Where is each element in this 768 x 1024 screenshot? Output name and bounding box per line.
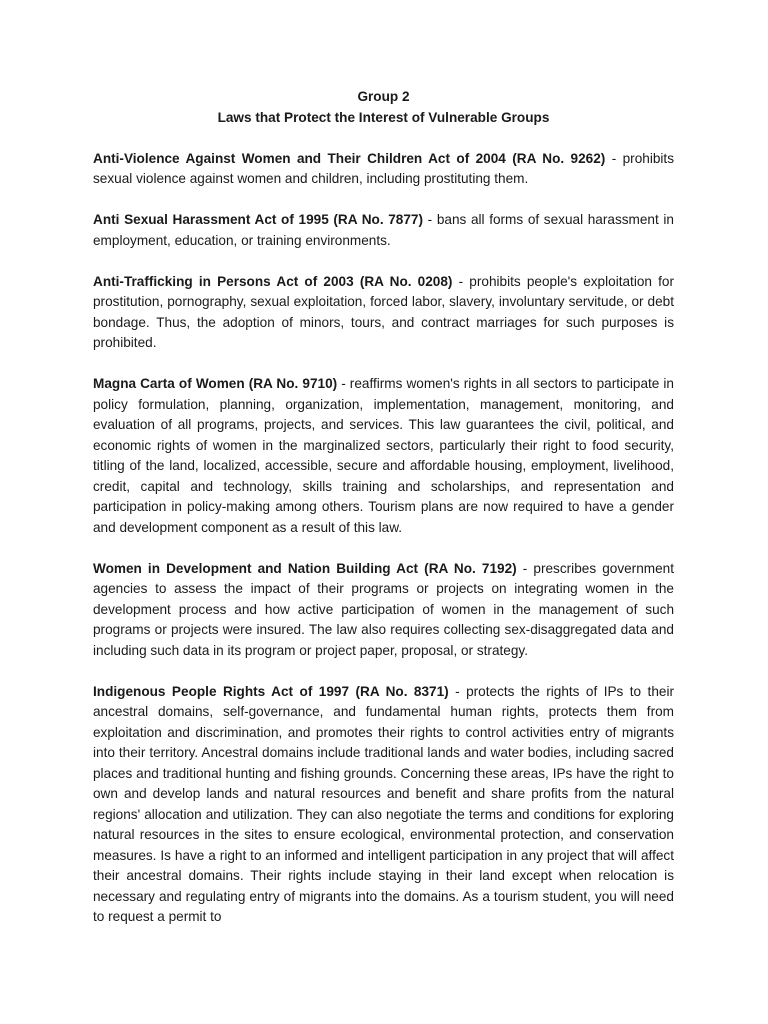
law-section-ra8371 <box>93 682 674 928</box>
law-description: - prohibits people's exploitation for prostitution, pornography, sexual exploitation, forced labor, slavery, involuntary servitude, or debt bondage. Thus, the adoption of minors, tours, and contract marriages for such purposes is prohibited. <box>93 273 674 350</box>
law-section-ra9262 <box>93 149 674 190</box>
law-title: Anti-Violence Against Women and Their Children Act of 2004 (RA No. 9262) <box>93 150 606 166</box>
law-title: Anti Sexual Harassment Act of 1995 (RA No. 7877) <box>93 212 424 227</box>
law-title: Anti-Trafficking in Persons Act of 2003 (RA No. 0208) <box>93 273 453 289</box>
law-title: Women in Development and Nation Building Act (RA No. 7192) <box>93 560 517 576</box>
law-section-ra7192 <box>93 559 674 662</box>
document-title: Laws that Protect the Interest of Vulnerable Groups <box>217 109 550 125</box>
law-section-ra7877 <box>93 210 674 251</box>
law-description: - prescribes government agencies to assess the impact of their programs or projects on integrating women in the development process and how active participation of women in the management of such programs or projects were insured. The law also requires collecting sex-disaggregated data and including such data in its program or project paper, proposal, or strategy. <box>93 560 674 658</box>
law-section-ra0208 <box>93 272 674 354</box>
law-title: Magna Carta of Women (RA No. 9710) <box>93 376 338 391</box>
law-description: - protects the rights of IPs to their ancestral domains, self-governance, and fundamental human rights, protects them from exploitation and discrimination, and promotes their rights to control activities entry of migrants into their territory. Ancestral domains include traditional lands and water bodies, including sacred places and traditional hunting and fishing grounds. Concerning these areas, IPs have the right to own and develop lands and natural resources and benefit and share profits from the natural regions' allocation and utilization. They can also negotiate the terms and conditions for exploring natural resources in the sites to ensure ecological, environmental protection, and conservation measures. Is have a right to an informed and intelligent participation in any project that will affect their ancestral domains. Their rights include staying in their land except when relocation is necessary and regulating entry of migrants into the domains. As a tourism student, you will need to request a permit to <box>93 683 674 924</box>
group-heading: Group 2 <box>357 89 410 104</box>
law-description: - bans all forms of sexual harassment in employment, education, or training environments. <box>93 212 674 248</box>
law-title: Indigenous People Rights Act of 1997 (RA No. 8371) <box>93 683 449 699</box>
law-description: - prohibits sexual violence against women and children, including prostituting them. <box>93 150 674 186</box>
law-description: - reaffirms women's rights in all sectors to participate in policy formulation, planning, organization, implementation, management, monitoring, and evaluation of all programs, projects, and services. This law guarantees the civil, political, and economic rights of women in the marginalized sectors, particularly their right to food security, titling of the land, localized, accessible, secure and affordable housing, employment, livelihood, credit, capital and technology, skills training and scholarships, and representation and participation in policy-making among others. Tourism plans are now required to have a gender and development component as a result of this law. <box>93 376 674 535</box>
document-header <box>93 87 674 128</box>
law-section-ra9710 <box>93 374 674 538</box>
